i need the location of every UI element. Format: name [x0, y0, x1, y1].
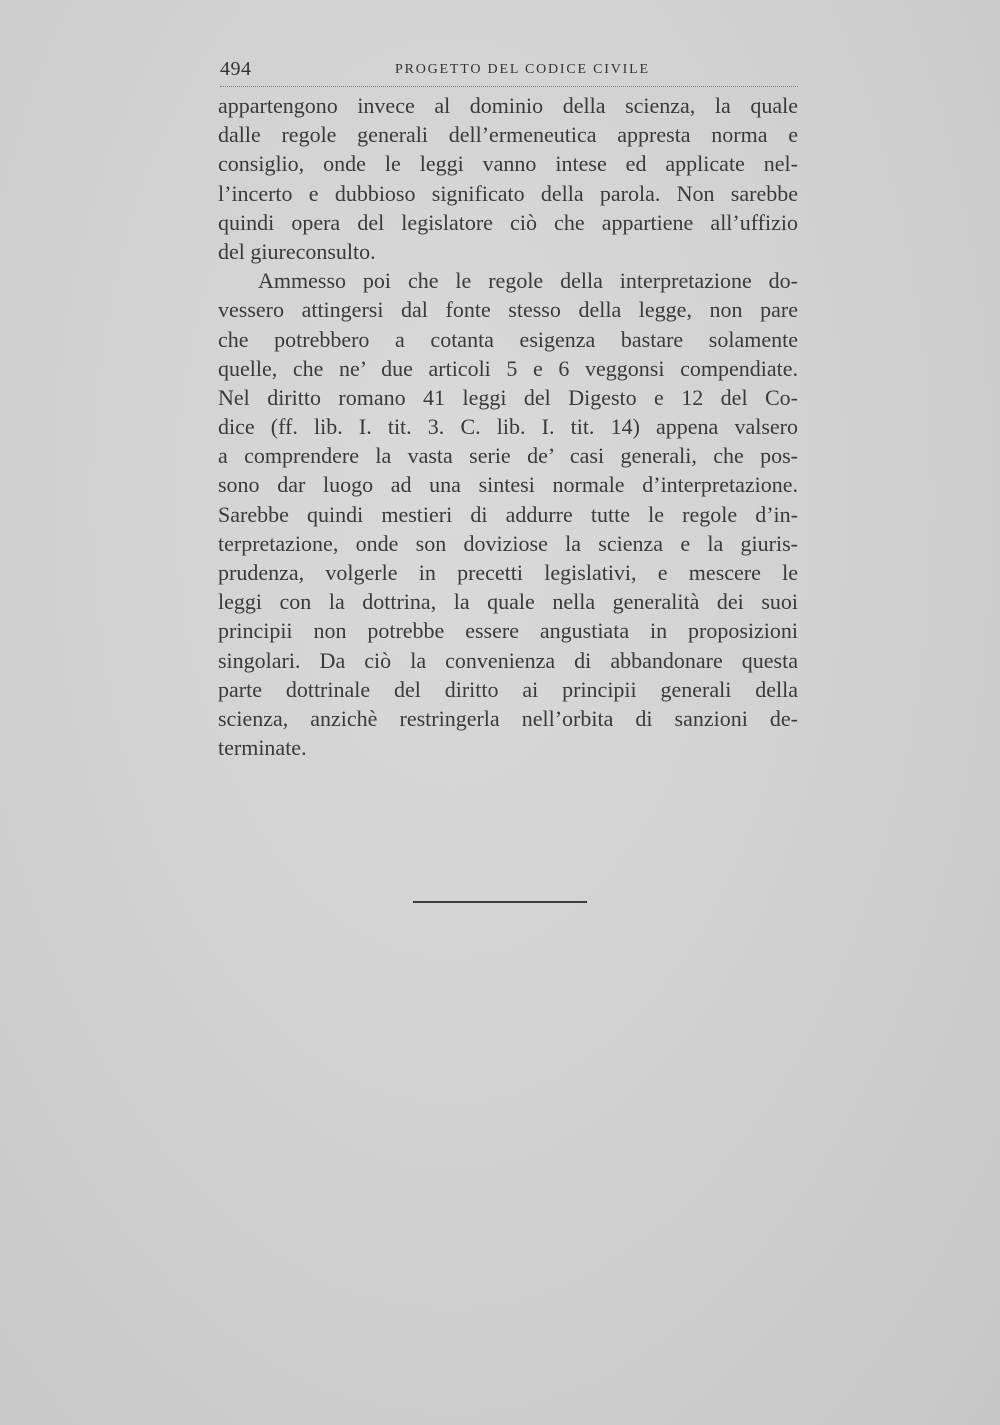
text-line: l’incerto e dubbioso significato della parola. Non sarebbe	[218, 180, 798, 206]
text-line: leggi con la dottrina, la quale nella generalità dei suoi	[218, 589, 798, 615]
text-line: terpretazione, onde son doviziose la scienza e la giuris-	[218, 530, 798, 556]
text-line: dice (ff. lib. I. tit. 3. C. lib. I. tit. 14) appena valsero	[218, 414, 798, 440]
section-end-rule	[413, 901, 587, 903]
text-line: singolari. Da ciò la convenienza di abbandonare questa	[218, 647, 798, 673]
text-line: consiglio, onde le leggi vanno intese ed applicate nel-	[218, 151, 798, 177]
text-line: quelle, che ne’ due articoli 5 e 6 veggonsi compendiate.	[218, 355, 798, 381]
text-line: sono dar luogo ad una sintesi normale d’interpretazione.	[218, 472, 798, 498]
body-text	[218, 91, 798, 762]
text-line: parte dottrinale del diritto ai principii generali della	[218, 676, 798, 702]
paragraph-2	[218, 266, 798, 762]
text-line: che potrebbero a cotanta esigenza bastare solamente	[218, 326, 798, 352]
text-line: terminate.	[218, 735, 307, 761]
text-line: vessero attingersi dal fonte stesso della legge, non pare	[218, 297, 798, 323]
text-line: del giureconsulto.	[218, 238, 376, 264]
running-head	[220, 56, 798, 86]
text-line: principii non potrebbe essere angustiata in proposizioni	[218, 618, 798, 644]
text-line: dalle regole generali dell’ermeneutica appresta norma e	[218, 122, 798, 148]
text-line: Nel diritto romano 41 leggi del Digesto e 12 del Co-	[218, 384, 798, 410]
text-line: a comprendere la vasta serie de’ casi generali, che pos-	[218, 443, 798, 469]
text-line: appartengono invece al dominio della scienza, la quale	[218, 93, 798, 118]
text-line: Sarebbe quindi mestieri di addurre tutte le regole d’in-	[218, 501, 798, 527]
page-number: 494	[220, 58, 252, 80]
header-rule	[220, 86, 798, 87]
text-line: scienza, anzichè restringerla nell’orbita di sanzioni de-	[218, 705, 798, 731]
paragraph-1	[218, 91, 798, 266]
text-line: prudenza, volgerle in precetti legislativi, e mescere le	[218, 560, 798, 585]
text-line: quindi opera del legislatore ciò che appartiene all’uffizio	[218, 209, 798, 235]
running-title: PROGETTO DEL CODICE CIVILE	[395, 62, 650, 77]
text-line: Ammesso poi che le regole della interpretazione do-	[258, 268, 798, 294]
